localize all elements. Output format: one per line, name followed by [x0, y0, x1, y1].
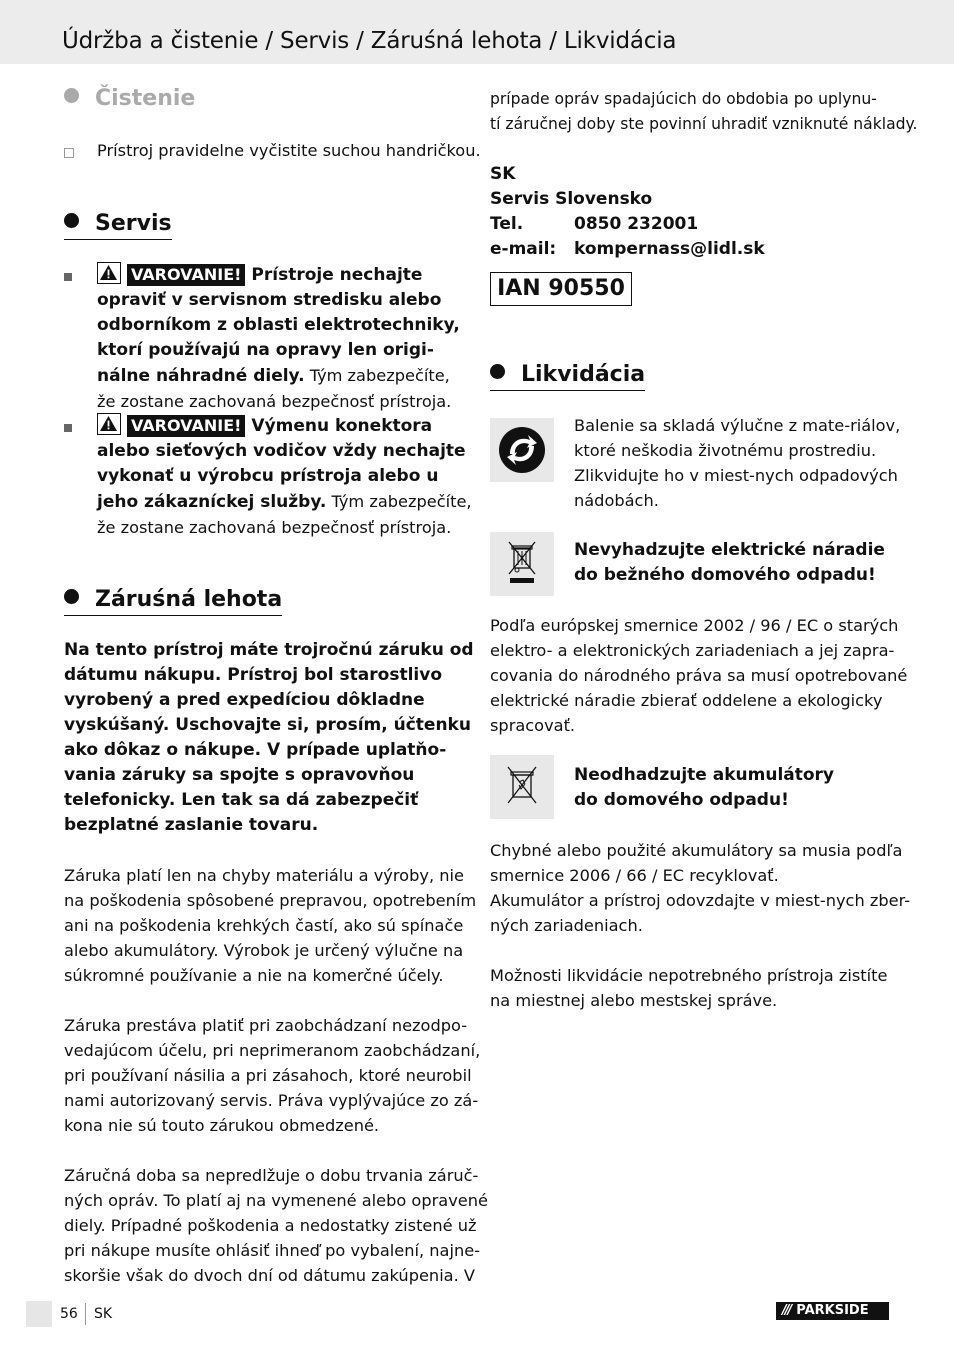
- warning-text: Výmenu konektora: [251, 416, 433, 436]
- ian-number: IAN 90550: [490, 272, 632, 306]
- footer-marker: [26, 1301, 52, 1327]
- text-line: pri nákupe musíte ohlásiť ihneď po vybalení, najne-: [64, 1241, 480, 1260]
- email-value: kompernass@lidl.sk: [574, 239, 765, 259]
- text-line: na miestnej alebo mestskej správe.: [490, 991, 778, 1010]
- warning-text: nálne náhradné diely.: [97, 366, 305, 386]
- tel-value: 0850 232001: [574, 214, 699, 234]
- warning-label: VAROVANIE!: [127, 415, 245, 437]
- cleaning-item: Prístroj pravidelne vyčistite suchou handričkou.: [97, 141, 481, 160]
- text-line: prípade opráv spadajúcich do obdobia po uplynu-: [490, 90, 877, 108]
- text-line: Možnosti likvidácie nepotrebného prístroja zistíte: [490, 966, 888, 985]
- warning-text: alebo sieťových vodičov vždy nechajte: [97, 441, 466, 461]
- warning-text: ktorí používajú na opravy len origi-: [97, 340, 434, 360]
- footer-divider: [85, 1303, 86, 1325]
- tel-label: Tel.: [490, 214, 524, 234]
- text-line: ných zariadeniach.: [490, 916, 643, 935]
- page-number: 56: [60, 1306, 78, 1322]
- contact-country: SK: [490, 164, 516, 184]
- warranty-paragraph-1: [64, 863, 477, 988]
- text-line: Zlikvidujte ho v miest-nych odpadových: [574, 466, 898, 485]
- warning-tail: že zostane zachovaná bezpečnosť prístroja.: [97, 518, 452, 537]
- text-line: Podľa európskej smernice 2002 / 96 / EC o starých: [490, 616, 899, 635]
- bullet-dot-icon: [64, 213, 79, 228]
- section-heading-service: [64, 211, 172, 240]
- bullet-dot-icon: [64, 589, 79, 604]
- text-line: do bežného domového odpadu!: [574, 565, 876, 585]
- text-line: ných opráv. To platí aj na vymenené alebo opravené: [64, 1191, 488, 1210]
- warning-tail: že zostane zachovaná bezpečnosť prístroja.: [97, 392, 452, 411]
- crossed-bin-icon: [490, 532, 554, 596]
- text-line: do domového odpadu!: [574, 790, 789, 810]
- weee-text: [490, 613, 908, 738]
- language-code: SK: [94, 1306, 113, 1322]
- text-line: covania do národného práva sa musí opotrebované: [490, 666, 908, 685]
- text-line: Akumulátor a prístroj odovzdajte v miest-nych zber-: [490, 891, 911, 910]
- service-warning-1: [97, 262, 477, 414]
- disposal-final-text: [490, 963, 900, 1013]
- text-line: ako dôkaz o nákupe. V prípade uplatňo-: [64, 740, 447, 760]
- battery-warning: [574, 763, 904, 813]
- warning-text: Prístroje nechajte: [251, 265, 423, 285]
- section-heading-warranty: [64, 587, 282, 616]
- packaging-text: [574, 413, 901, 513]
- battery-text: [490, 838, 911, 938]
- text-line: vyskúšaný. Uschovajte si, prosím, účtenku: [64, 715, 471, 735]
- heading-text: Záruśná lehota: [95, 587, 283, 612]
- page-title: Údržba a čistenie / Servis / Záruśná lehota / Likvidácia: [62, 28, 677, 54]
- text-line: kona nie sú touto zárukou obmedzené.: [64, 1116, 380, 1135]
- warning-text: odborníkom z oblasti elektrotechniky,: [97, 315, 460, 335]
- warning-triangle-icon: [97, 413, 121, 435]
- logo-slashes-icon: ///: [782, 1303, 791, 1318]
- list-bullet-icon: [64, 273, 72, 281]
- bullet-dot-icon: [490, 364, 505, 379]
- parkside-logo: [776, 1302, 889, 1320]
- warranty-paragraph-3: [64, 1163, 488, 1288]
- text-line: Neodhadzujte akumulátory: [574, 765, 835, 785]
- text-line: vania záruky sa spojte s opravovňou: [64, 765, 415, 785]
- text-line: smernice 2006 / 66 / EC recyklovať.: [490, 866, 779, 885]
- text-line: vedajúcom účelu, pri neprimeranom zaobchádzaní,: [64, 1041, 481, 1060]
- warranty-paragraph-2: [64, 1013, 481, 1138]
- list-bullet-icon: [64, 148, 74, 158]
- list-bullet-icon: [64, 424, 72, 432]
- text-line: ani na poškodenia krehkých častí, ako sú spínače: [64, 916, 464, 935]
- text-line: nádobách.: [574, 491, 659, 510]
- text-line: bezplatné zaslanie tovaru.: [64, 815, 319, 835]
- heading-text: Likvidácia: [521, 362, 646, 387]
- text-line: skoršie však do dvoch dní od dátumu zakúpenia. V: [64, 1266, 475, 1285]
- text-line: dátumu nákupu. Prístroj bol starostlivo: [64, 665, 442, 685]
- bullet-dot-icon: [64, 88, 79, 103]
- text-line: elektrické náradie zbierať oddelene a ekologicky: [490, 691, 883, 710]
- text-line: diely. Prípadné poškodenia a nedostatky zistené už: [64, 1216, 477, 1235]
- warning-tail: Tým zabezpečíte,: [309, 366, 450, 385]
- text-line: Záručná doba sa nepredlžuje o dobu trvania záruč-: [64, 1166, 479, 1185]
- service-warning-2: [97, 413, 477, 540]
- text-line: elektro- a elektronických zariadeniach a jej zapra-: [490, 641, 895, 660]
- heading-text: Servis: [95, 211, 172, 236]
- text-line: alebo akumulátory. Výrobok je určený výlučne na: [64, 941, 464, 960]
- text-line: Chybné alebo použité akumulátory sa musia podľa: [490, 841, 903, 860]
- contact-name: Servis Slovensko: [490, 189, 653, 209]
- section-heading-disposal: [490, 362, 645, 391]
- green-dot-recycle-icon: [490, 418, 554, 482]
- text-line: telefonicky. Len tak sa dá zabezpečiť: [64, 790, 419, 810]
- weee-warning: [574, 538, 904, 588]
- brand-name: PARKSIDE: [796, 1303, 869, 1318]
- warning-triangle-icon: [97, 262, 121, 284]
- text-line: vyrobený a pred expedíciou dôkladne: [64, 690, 425, 710]
- text-line: súkromné používanie a nie na komerčné účely.: [64, 966, 444, 985]
- text-line: nami autorizovaný servis. Práva vyplývajúce zo zá-: [64, 1091, 479, 1110]
- text-line: Balenie sa skladá výlučne z mate-riálov,: [574, 416, 901, 435]
- warning-tail: Tým zabezpečíte,: [331, 492, 472, 511]
- text-line: spracovať.: [490, 716, 576, 735]
- text-line: pri používaní násilia a pri zásahoch, ktoré neurobil: [64, 1066, 472, 1085]
- text-line: tí záručnej doby ste povinní uhradiť vzniknuté náklady.: [490, 115, 918, 133]
- warning-label: VAROVANIE!: [127, 264, 245, 286]
- warranty-intro: [64, 638, 474, 838]
- text-line: ktoré neškodia životnému prostrediu.: [574, 441, 877, 460]
- text-line: Záruka prestáva platiť pri zaobchádzaní nezodpo-: [64, 1016, 468, 1035]
- text-line: Nevyhadzujte elektrické náradie: [574, 540, 885, 560]
- heading-text: Čistenie: [95, 86, 196, 111]
- text-line: Na tento prístroj máte trojročnú záruku od: [64, 640, 474, 660]
- crossed-bin-battery-icon: [490, 755, 554, 819]
- warning-text: opraviť v servisnom stredisku alebo: [97, 290, 442, 310]
- email-label: e-mail:: [490, 239, 557, 259]
- warning-text: jeho zákazníckej služby.: [97, 492, 327, 512]
- warranty-continuation: [490, 87, 918, 137]
- service-contact: [490, 162, 890, 262]
- warning-text: vykonať u výrobcu prístroja alebo u: [97, 466, 439, 486]
- text-line: na poškodenia spôsobené prepravou, opotrebením: [64, 891, 477, 910]
- text-line: Záruka platí len na chyby materiálu a výroby, nie: [64, 866, 464, 885]
- section-heading-cleaning: [64, 86, 195, 114]
